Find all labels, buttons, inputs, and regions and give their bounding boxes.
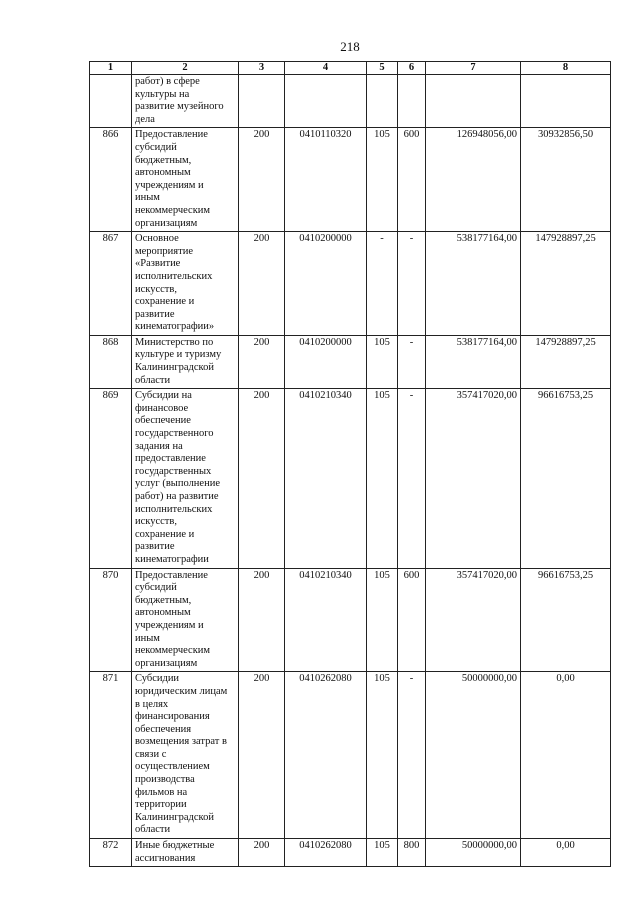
column-header: 7 [426, 62, 521, 75]
table-row [90, 232, 611, 336]
row-col5: 105 [367, 389, 398, 568]
row-name: работ) в сфере культуры на развитие музейного дела [132, 75, 239, 128]
table-row [90, 389, 611, 568]
row-code: 0410210340 [285, 568, 367, 672]
column-header: 8 [521, 62, 611, 75]
row-code [285, 75, 367, 128]
row-col5: 105 [367, 335, 398, 388]
row-col8 [521, 75, 611, 128]
row-name: Министерство по культуре и туризму Калининградской области [132, 335, 239, 388]
row-code: 0410210340 [285, 389, 367, 568]
row-col6 [398, 75, 426, 128]
column-header: 2 [132, 62, 239, 75]
row-col3: 200 [239, 568, 285, 672]
row-col5: 105 [367, 128, 398, 232]
row-number: 872 [90, 839, 132, 867]
row-col6: - [398, 232, 426, 336]
row-col5: 105 [367, 672, 398, 839]
row-number: 867 [90, 232, 132, 336]
row-col5: 105 [367, 568, 398, 672]
row-number: 866 [90, 128, 132, 232]
row-col3: 200 [239, 232, 285, 336]
row-col7 [426, 75, 521, 128]
row-name: Иные бюджетные ассигнования [132, 839, 239, 867]
row-col5 [367, 75, 398, 128]
column-header: 5 [367, 62, 398, 75]
row-name: Основное мероприятие «Развитие исполнительских искусств, сохранение и развитие кинематографии» [132, 232, 239, 336]
row-number: 868 [90, 335, 132, 388]
table-header-row [90, 62, 611, 75]
row-col7: 357417020,00 [426, 568, 521, 672]
row-col6: 600 [398, 128, 426, 232]
row-col7: 50000000,00 [426, 672, 521, 839]
row-number: 871 [90, 672, 132, 839]
row-col3 [239, 75, 285, 128]
row-col8: 96616753,25 [521, 389, 611, 568]
row-col6: - [398, 672, 426, 839]
row-col3: 200 [239, 389, 285, 568]
column-header: 4 [285, 62, 367, 75]
column-header: 6 [398, 62, 426, 75]
row-code: 0410200000 [285, 335, 367, 388]
row-code: 0410200000 [285, 232, 367, 336]
row-col8: 147928897,25 [521, 335, 611, 388]
row-col7: 357417020,00 [426, 389, 521, 568]
column-header: 3 [239, 62, 285, 75]
row-code: 0410262080 [285, 672, 367, 839]
row-col8: 147928897,25 [521, 232, 611, 336]
row-name: Субсидии юридическим лицам в целях финансирования обеспечения возмещения затрат в связи с осуществлением производства фильмов на территории Калининградской области [132, 672, 239, 839]
row-col8: 0,00 [521, 839, 611, 867]
row-col6: - [398, 335, 426, 388]
row-col6: - [398, 389, 426, 568]
row-code: 0410110320 [285, 128, 367, 232]
row-col8: 0,00 [521, 672, 611, 839]
row-name: Предоставление субсидий бюджетным, автономным учреждениям и иным некоммерческим организациям [132, 128, 239, 232]
row-col6: 800 [398, 839, 426, 867]
table-row [90, 672, 611, 839]
row-col3: 200 [239, 128, 285, 232]
row-col5: - [367, 232, 398, 336]
table-row [90, 75, 611, 128]
table-row [90, 839, 611, 867]
row-col3: 200 [239, 839, 285, 867]
table-row [90, 335, 611, 388]
row-col7: 538177164,00 [426, 232, 521, 336]
row-code: 0410262080 [285, 839, 367, 867]
row-col5: 105 [367, 839, 398, 867]
column-header: 1 [90, 62, 132, 75]
row-col8: 96616753,25 [521, 568, 611, 672]
row-col6: 600 [398, 568, 426, 672]
row-number: 869 [90, 389, 132, 568]
budget-table [89, 61, 611, 867]
row-number: 870 [90, 568, 132, 672]
row-name: Предоставление субсидий бюджетным, автономным учреждениям и иным некоммерческим организациям [132, 568, 239, 672]
row-name: Субсидии на финансовое обеспечение государственного задания на предоставление государственных услуг (выполнение работ) на развитие исполнительских искусств, сохранение и развитие кинематографии [132, 389, 239, 568]
row-col3: 200 [239, 335, 285, 388]
table-row [90, 128, 611, 232]
row-col3: 200 [239, 672, 285, 839]
row-number [90, 75, 132, 128]
table-row [90, 568, 611, 672]
row-col7: 126948056,00 [426, 128, 521, 232]
row-col7: 50000000,00 [426, 839, 521, 867]
page-number: 218 [340, 39, 360, 54]
row-col8: 30932856,50 [521, 128, 611, 232]
row-col7: 538177164,00 [426, 335, 521, 388]
